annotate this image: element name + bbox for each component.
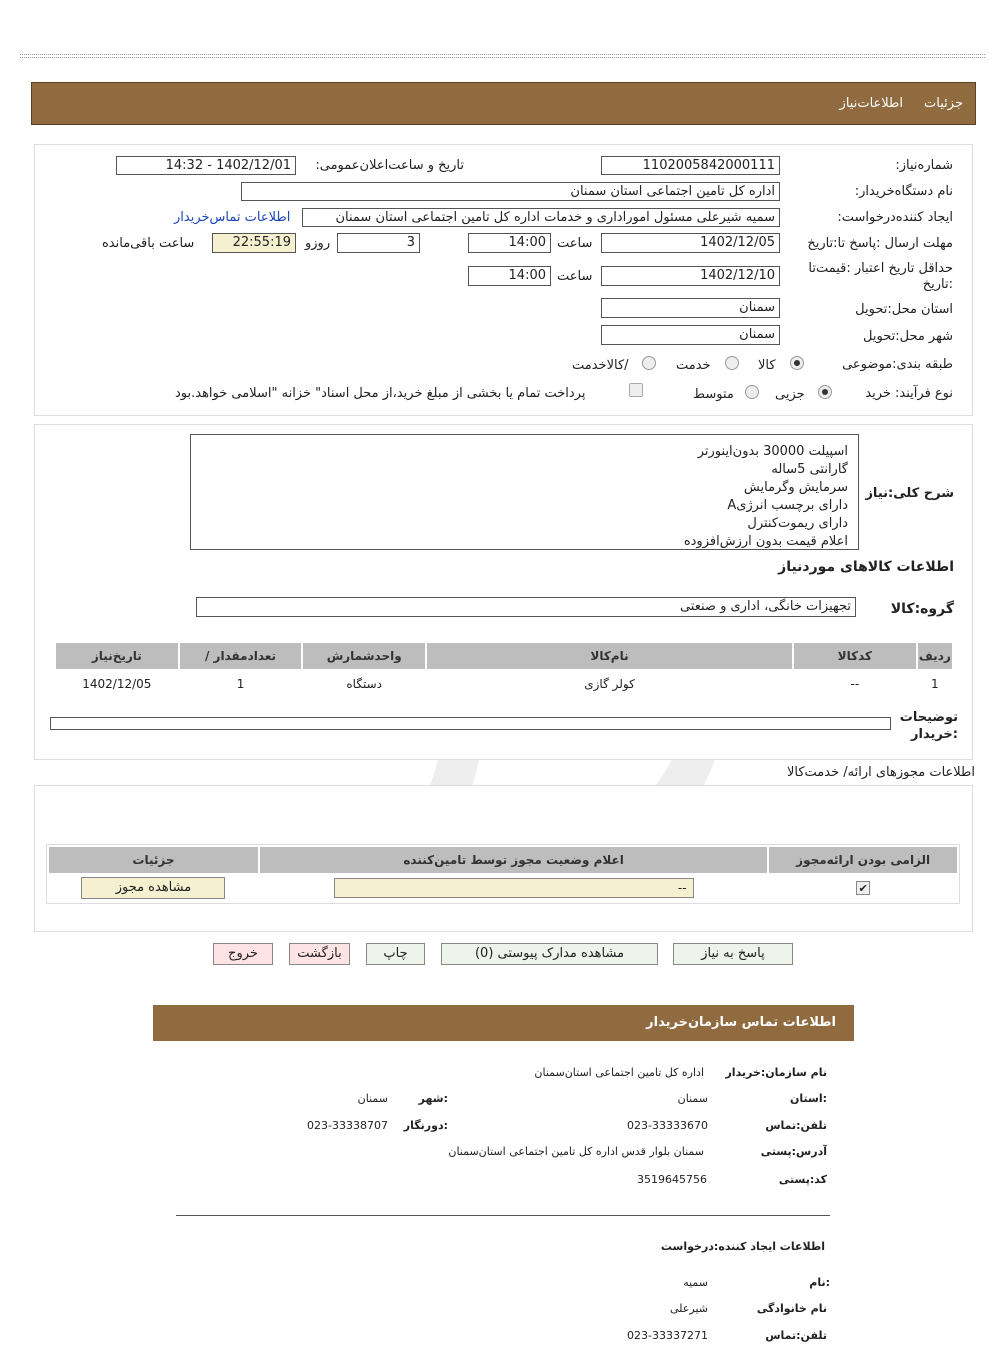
process-small-radio[interactable] <box>818 385 832 399</box>
need-number-field: 1102005842000111 <box>601 156 780 175</box>
cell-code: -- <box>850 677 860 691</box>
view-permit-button[interactable]: مشاهده مجوز <box>81 877 225 899</box>
deadline-time-label: ساعت <box>557 236 593 251</box>
description-label: شرح کلی:نیاز <box>865 486 954 501</box>
contact-postal-label: کد:پستی <box>778 1173 827 1186</box>
remaining-time-label: ساعت باقی‌مانده <box>102 236 195 251</box>
contact-address-label: آدرس:پستی <box>760 1145 827 1158</box>
need-number-label: شماره‌نیاز: <box>895 158 953 173</box>
announce-label: تاریخ و ساعت‌اعلان‌عمومی: <box>315 158 464 173</box>
announce-field: 1402/12/01 - 14:32 <box>116 156 296 175</box>
contact-province-label: :استان <box>790 1092 827 1105</box>
validity-label: حداقل تاریخ اعتبار :قیمت‌تا <box>808 261 953 276</box>
validity-time-field: 14:00 <box>468 266 551 286</box>
cell-name: کولر گازی <box>584 677 635 691</box>
goods-group-field: تجهیزات خانگی، اداری و صنعتی <box>196 597 856 617</box>
creator-section-title: اطلاعات ایجاد کننده:درخواست <box>660 1240 825 1253</box>
attachments-button[interactable]: مشاهده مدارک پیوستی (0) <box>441 943 658 965</box>
contact-address: سمنان بلوار قدس اداره کل تامین اجتماعی استان‌سمنان <box>448 1145 704 1158</box>
cell-permit-required <box>769 875 957 901</box>
category-service-radio[interactable] <box>725 356 739 370</box>
contact-phone-label: تلفن:تماس <box>765 1119 827 1132</box>
validity-time-label: ساعت <box>557 269 593 284</box>
validity-date-field: 1402/12/10 <box>601 266 780 286</box>
cell-row: 1 <box>931 677 939 691</box>
cell-date: 1402/12/05 <box>82 677 152 691</box>
creator-family-label: نام خانوادگی <box>756 1302 827 1315</box>
buyer-org-field: اداره کل تامین اجتماعی استان سمنان <box>241 182 780 201</box>
contact-city: سمنان <box>357 1092 388 1105</box>
contact-postal: 3519645756 <box>637 1173 707 1186</box>
buyer-org-label: نام دستگاه‌خریدار: <box>854 184 953 199</box>
description-line: سرمایش وگرمایش <box>743 480 848 495</box>
permits-title: اطلاعات مجوزهای ارائه/ خدمت‌کالا <box>786 765 975 780</box>
contact-title: اطلاعات تماس سازمان‌خریدار <box>646 1015 836 1030</box>
contact-header-bar <box>153 1005 854 1041</box>
tab-details[interactable]: جزئیات <box>924 96 963 111</box>
tab-need-info[interactable]: اطلاعات‌نیاز <box>839 96 903 111</box>
creator-family: شیرعلی <box>670 1302 708 1315</box>
cell-permit-status <box>260 875 767 901</box>
contact-province: سمنان <box>677 1092 708 1105</box>
col-permit-status: اعلام وضعیت مجوز توسط تامین‌کننده <box>260 847 767 873</box>
creator-phone-label: تلفن:تماس <box>765 1329 827 1342</box>
category-goods-label: کالا <box>758 358 776 373</box>
contact-fax: 023-33338707 <box>307 1119 388 1132</box>
goods-table-grid <box>54 641 954 699</box>
treasury-text: پرداخت تمام یا بخشی از مبلغ خرید،از محل اسناد" خزانه "اسلامی خواهد.بود <box>175 386 586 401</box>
deadline-label: مهلت ارسال :پاسخ تا:تاریخ <box>807 236 953 251</box>
goods-table <box>54 641 954 699</box>
category-label: طبقه بندی:موضوعی <box>842 357 953 372</box>
process-medium-radio[interactable] <box>745 385 759 399</box>
category-both-label: /کالاخدمت <box>572 358 629 373</box>
remaining-time-field: 22:55:19 <box>212 233 296 253</box>
goods-group-label: گروه:کالا <box>890 601 954 617</box>
col-permit-required: الزامی بودن ارائه‌مجوز <box>769 847 957 873</box>
process-small-label: جزیی <box>775 387 805 402</box>
province-field: سمنان <box>601 298 780 318</box>
description-line: دارای برچسب انرژیA <box>727 498 848 513</box>
buyer-notes-label: توضیحات <box>899 710 958 725</box>
goods-table-header <box>56 643 952 669</box>
reply-button[interactable]: پاسخ به نیاز <box>673 943 793 965</box>
deadline-time-field: 14:00 <box>468 233 551 253</box>
treasury-checkbox[interactable] <box>629 383 643 397</box>
description-line: دارای ریموت‌کنترل <box>747 516 848 531</box>
exit-button[interactable]: خروج <box>213 943 273 965</box>
buyer-contact-link[interactable]: اطلاعات تماس‌خریدار <box>174 210 291 225</box>
table-row <box>56 671 952 697</box>
col-permit-details: جزئیات <box>49 847 258 873</box>
deadline-date-field: 1402/12/05 <box>601 233 780 253</box>
process-medium-label: متوسط <box>693 387 734 402</box>
validity-label-2: :تاریخ <box>922 277 953 292</box>
city-field: سمنان <box>601 325 780 345</box>
description-line: اسپیلت 30000 بدون‌اینورتر <box>697 444 848 459</box>
creator-field: سمیه شیرعلی مسئول اموراداری و خدمات اداره کل تامین اجتماعی استان سمنان <box>302 208 780 227</box>
col-date: تاریخ‌نیاز <box>56 643 178 669</box>
top-dotted-divider <box>20 54 985 58</box>
cell-quantity: 1 <box>236 677 245 691</box>
days-field: 3 <box>337 233 420 253</box>
col-row: ردیف <box>918 643 952 669</box>
city-label: شهر محل:تحویل <box>863 329 953 344</box>
days-label: روزو <box>305 236 331 251</box>
details-header-bar <box>31 82 976 125</box>
creator-label: ایجاد کننده‌درخواست: <box>837 210 953 225</box>
goods-section-title: اطلاعات کالاهای موردنیاز <box>778 559 954 575</box>
buyer-notes-label-2: :خریدار <box>911 727 958 742</box>
description-line: اعلام قیمت بدون ارزش‌افزوده <box>683 534 848 549</box>
permits-table-header <box>49 847 957 873</box>
contact-org: اداره کل تامین اجتماعی استان‌سمنان <box>534 1066 704 1079</box>
contact-divider <box>176 1215 830 1216</box>
table-row <box>49 875 957 901</box>
contact-city-label: :شهر <box>418 1092 448 1105</box>
description-box <box>190 434 859 550</box>
permit-status-field: -- <box>334 878 694 898</box>
col-unit: واحدشمارش <box>303 643 425 669</box>
buyer-notes-field <box>50 717 891 730</box>
category-goods-radio[interactable] <box>790 356 804 370</box>
category-service-label: خدمت <box>676 358 711 373</box>
contact-phone: 023-33333670 <box>627 1119 708 1132</box>
category-both-radio[interactable] <box>642 356 656 370</box>
province-label: استان محل:تحویل <box>855 302 953 317</box>
col-quantity: تعدادمقدار / <box>180 643 302 669</box>
print-button[interactable]: چاپ <box>366 943 425 965</box>
cell-permit-details <box>49 875 258 901</box>
creator-name-label: :نام <box>809 1276 830 1289</box>
description-line: گارانتی 5ساله <box>771 462 848 477</box>
checkbox-checked-icon[interactable]: ✔ <box>856 881 870 895</box>
process-type-label: نوع فرآیند: خرید <box>865 386 953 401</box>
back-button[interactable]: بازگشت <box>289 943 350 965</box>
col-code: کدکالا <box>794 643 916 669</box>
contact-fax-label: :دورنگار <box>403 1119 448 1132</box>
creator-name: سمیه <box>683 1276 708 1289</box>
cell-unit: دستگاه <box>346 677 382 691</box>
creator-phone: 023-33337271 <box>627 1329 708 1342</box>
col-name: نام‌کالا <box>427 643 792 669</box>
permits-table-grid <box>47 845 959 903</box>
permits-table <box>46 844 960 904</box>
contact-org-label: نام سازمان:خریدار <box>725 1066 827 1079</box>
